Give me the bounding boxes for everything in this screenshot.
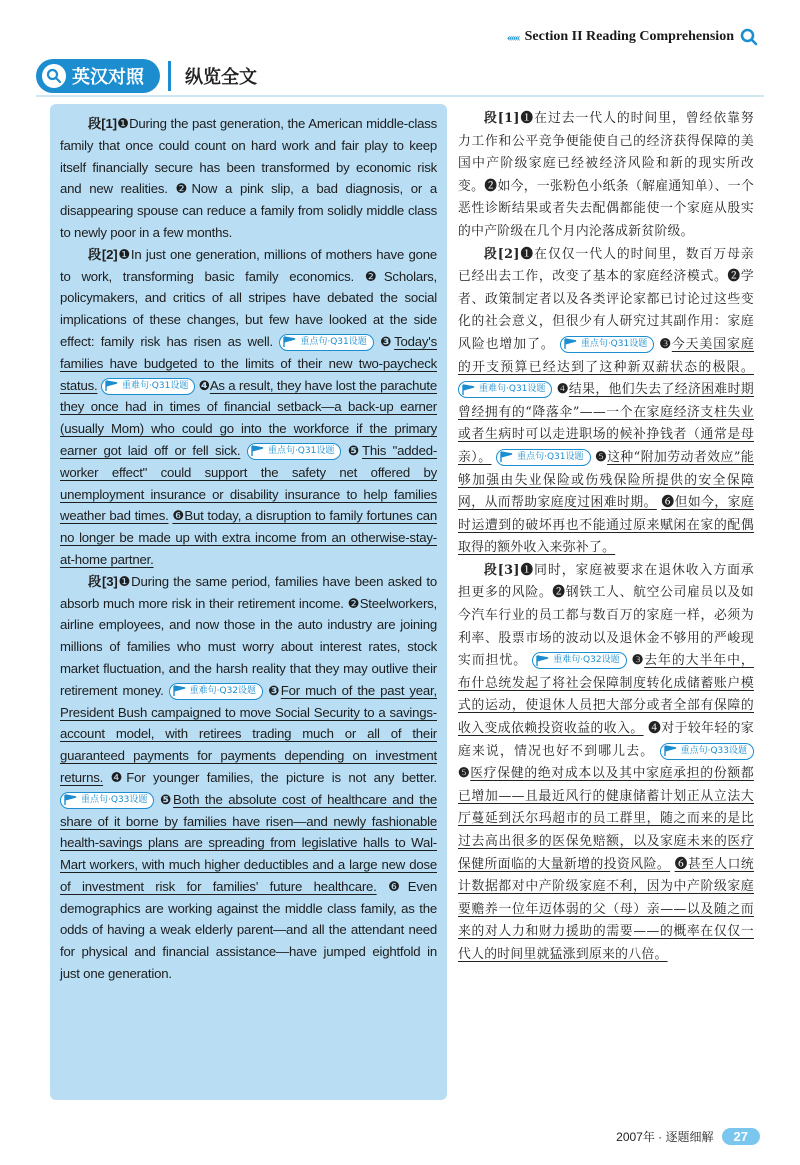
search-icon	[740, 28, 758, 46]
key-sentence-flag: 重点句·Q33设题	[660, 743, 754, 760]
english-p2-a: ❶In just one generation, millions of mothers have gone to work, transforming basic family economics. ❷Scholars, policymakers, and critics of all stripes have debated the social implications of these changes, but few have looked at the side effect: family risk has risen as well.	[60, 246, 437, 349]
chevron-decoration: ‹‹‹‹‹‹	[506, 29, 519, 44]
underlined-sentence: ❻甚至人口统计数据都对中产阶级家庭不利，因为中产阶级家庭要赡养一位年迈体弱的父（母）亲——以及随之而来的对人力和财力援助的需要——的概率在仅仅一代人的时间里就猛涨到原来的八倍。	[458, 856, 754, 962]
english-passage-panel	[50, 104, 447, 1100]
paragraph-label: 段[1]	[88, 116, 117, 131]
flag-icon	[283, 336, 297, 348]
key-sentence-flag: 重点句·Q33设题	[60, 792, 154, 809]
flag-icon	[173, 685, 187, 697]
key-sentence-flag: 重难句·Q31设题	[101, 378, 195, 395]
key-sentence-flag: 重点句·Q31设题	[560, 336, 654, 353]
section-tag-label: 英汉对照	[72, 67, 144, 87]
key-sentence-flag: 重点句·Q31设题	[247, 443, 341, 460]
page-number: 27	[722, 1128, 760, 1145]
english-p3-a: ❶During the same period, families have been asked to absorb much more risk in their retirement income. ❷Steelworkers, airline employees, and now those in the auto industry are joining millions of families who must worry about interest rates, stock market fluctuation, and the harsh reality that they may outlive their retirement money.	[60, 573, 437, 698]
flag-icon	[105, 380, 119, 392]
english-paragraph-1	[60, 113, 437, 244]
running-header	[507, 28, 758, 46]
english-p1-text: ❶During the past generation, the American middle-class family that once could count on hard work and fair play to keep itself financially secure has been transformed by economic risk and new realities. ❷Now a pink slip, a bad diagnosis, or a disappearing spouse can reduce a family from solidly middle class to newly poor in a few months.	[60, 116, 437, 240]
english-paragraph-2: 段[2]❶In just one generation, millions of mothers have gone to work, transforming basic family economics. ❷Scholars, policymakers, and critics of all stripes have debated the social implications of these changes, but few have looked at the side effect: family risk has risen as well. 重点句·Q31设题 ❸Today's families have budgeted to the limits of their new two-paycheck status. 重难句·Q31设题 ❹As a result, they have lost the parachute they once had in times of financial setback—a back-up earner (usually Mom) who could go into the workforce if the primary earner got laid off or fell sick. 重点句·Q31设题 ❺This "added-worker effect" could support the safety net offered by unemployment insurance or disability insurance to help families weather bad times. ❻But today, a disruption to family fortunes can no longer be made up with extra income from an otherwise-stay-at-home partner.	[60, 246, 438, 567]
underlined-sentence: 今天美国家庭的开支预算已经达到了这种新双薪状态的极限。	[458, 336, 754, 375]
magnifier-icon	[42, 64, 66, 88]
underlined-sentence: Both the absolute cost of healthcare and the share of it borne by families have risen—and newly fashionable health-savings plans are spreading from legislative halls to Wal-Mart workers, with much higher deductibles and a large new dose of investment risk for families' future healthcare.	[60, 791, 437, 894]
english-paragraph-3: 段[3]❶During the same period, families have been asked to absorb much more risk in their retirement income. ❷Steelworkers, airline employees, and now those in the auto industry are joining millions of families who must worry about interest rates, stock market fluctuation, and the harsh reality that they may outlive their retirement money. 重难句·Q32设题 ❸For much of the past year, President Bush campaigned to move Social Security to a savings-account model, with retirees trading much or all of their guaranteed payments for payments depending on investment returns. ❹For younger families, the picture is not any better. 重点句·Q33设题 ❺Both the absolute cost of healthcare and the share of it borne by families have risen—and newly fashionable health-savings plans are spreading from legislative halls to Wal-Mart workers, with much higher deductibles and a large new dose of investment risk for families' future healthcare. ❻Even demographics are working against the middle class family, as the odds of having a weak elderly parent—and all the attendant need for physical and financial assistance—have jumped eightfold in just one generation.	[60, 573, 438, 982]
underlined-sentence: As a result, they have lost the parachute they once had in times of financial setback—a back-up earner (usually Mom) who could go into the workforce if the primary earner got laid off or fell sick.	[60, 377, 438, 458]
key-sentence-flag: 重点句·Q31设题	[279, 334, 373, 351]
underlined-sentence: 医疗保健的绝对成本以及其中家庭承担的份额都已增加——且最近风行的健康储蓄计划正从立法大厅蔓延到沃尔玛超市的员工群里，随之而来的是比过去高出很多的医保免赔额，以及家庭未来的医疗保健所面临的大量新增的投资风险。	[458, 766, 754, 872]
flag-icon	[500, 451, 514, 463]
section-subtitle: 纵览全文	[168, 61, 271, 91]
underlined-sentence: ❻But today, a disruption to family fortunes can no longer be made up with extra income from an otherwise-stay-at-home partner.	[60, 508, 438, 567]
flag-icon	[462, 384, 476, 396]
chinese-translation-column	[458, 104, 754, 1094]
underlined-sentence: 去年的大半年中，布什总统发起了将社会保障制度转化成储蓄账户模式的运动，使退休人员把大部分或者全部有保障的收入变成依赖投资收益的收入。	[458, 653, 755, 737]
section-tag	[36, 59, 160, 93]
chinese-paragraph-2: 段[2]❶在仅仅一代人的时间里，数百万母亲已经出去工作，改变了基本的家庭经济模式。❷学者、政策制定者以及各类评论家都已讨论过这些变化的社会意义，但很少有人研究过其副作用：家庭风险也增加了。 重点句·Q31设题 ❸今天美国家庭的开支预算已经达到了这种新双薪状态的极限。 重难句·Q31设题 ❹结果，他们失去了经济困难时期曾经拥有的“降落伞”——一个在家庭经济支柱失业或者生病时可以走进职场的候补挣钱者（通常是母亲）。 重点句·Q31设题 ❺这种“附加劳动者效应”能够加强由失业保险或伤残保险所提供的安全保障网，从而帮助家庭度过困难时期。 ❻但如今，家庭时运遭到的破坏再也不能通过原来赋闲在家的配偶取得的额外收入来弥补了。	[458, 246, 755, 556]
chinese-paragraph-3: 段[3]❶同时，家庭被要求在退休收入方面承担更多的风险。❷钢铁工人、航空公司雇员以及如今汽车行业的员工都与数百万的家庭一样，必须为利率、股票市场的波动以及退休金不够用的严峻现实而担忧。 重难句·Q32设题 ❸去年的大半年中，布什总统发起了将社会保障制度转化成储蓄账户模式的运动，使退休人员把大部分或者全部有保障的收入变成依赖投资收益的收入。 ❹对于较年轻的家庭来说，情况也好不到哪儿去。 重点句·Q33设题 ❺医疗保健的绝对成本以及其中家庭承担的份额都已增加——且最近风行的健康储蓄计划正从立法大厅蔓延到沃尔玛超市的员工群里，随之而来的是比过去高出很多的医保免赔额，以及家庭未来的医疗保健所面临的大量新增的投资风险。 ❻甚至人口统计数据都对中产阶级家庭不利，因为中产阶级家庭要赡养一位年迈体弱的父（母）亲——以及随之而来的对人力和财力援助的需要——的概率在仅仅一代人的时间里就猛涨到原来的八倍。	[458, 562, 755, 962]
paragraph-label: 段[3]	[484, 562, 520, 578]
paragraph-label: 段[2]	[484, 246, 520, 262]
section-title: Section II Reading Comprehension	[524, 29, 734, 44]
footer-text: 2007年 · 逐题细解	[616, 1130, 714, 1144]
key-sentence-flag: 重难句·Q32设题	[169, 683, 263, 700]
underlined-sentence: Today's families have budgeted to the limits of their new two-paycheck status.	[60, 333, 437, 393]
paragraph-label: 段[3]	[88, 573, 118, 589]
flag-icon	[536, 655, 550, 667]
page-footer	[616, 1128, 760, 1145]
english-p3-e: ❻Even demographics are working against the middle class family, as the odds of having a weak elderly parent—and all the attendant need for physical and financial assistance—have jumped eightfold in just one generation.	[60, 878, 437, 982]
underlined-sentence: ❻但如今，家庭时运遭到的破坏再也不能通过原来赋闲在家的配偶取得的额外收入来弥补了。	[458, 495, 755, 556]
underlined-sentence: 结果，他们失去了经济困难时期曾经拥有的“降落伞”——一个在家庭经济支柱失业或者生病时可以走进职场的候补挣钱者（通常是母亲）。	[458, 382, 755, 465]
underlined-sentence: For much of the past year, President Bush campaigned to move Social Security to a savings-account model, with retirees trading much or all of their guaranteed payments for payments depending on investment returns.	[60, 682, 437, 785]
flag-icon	[664, 745, 678, 757]
underlined-sentence: This "added-worker effect" could support the safety net offered by unemployment insurance or disability insurance to help families weather bad times.	[60, 442, 438, 524]
chinese-paragraph-1: 段[1]❶在过去一代人的时间里，曾经依靠努力工作和公平竞争便能使自己的经济获得保障的美国中产阶级家庭已经被经济风险和新的现实所改变。❷如今，一张粉色小纸条（解雇通知单）、一个恶性诊断结果或者失去配偶都能使一个家庭从殷实的中产阶级在几个月内沦落成新贫阶级。	[458, 111, 754, 239]
header-divider	[36, 95, 764, 97]
paragraph-label: 段[1]	[484, 111, 520, 126]
underlined-sentence: 这种“附加劳动者效应”能够加强由失业保险或伤残保险所提供的安全保障网，从而帮助家庭度过困难时期。	[458, 449, 754, 511]
flag-icon	[564, 338, 578, 350]
flag-icon	[64, 794, 78, 806]
key-sentence-flag: 重难句·Q32设题	[532, 652, 626, 669]
flag-icon	[251, 445, 265, 457]
key-sentence-flag: 重点句·Q31设题	[496, 449, 590, 466]
key-sentence-flag: 重难句·Q31设题	[458, 381, 552, 398]
english-p3-c: ❹For younger families, the picture is not any better.	[110, 769, 438, 785]
section-header	[36, 58, 271, 94]
paragraph-label: 段[2]	[88, 246, 118, 262]
